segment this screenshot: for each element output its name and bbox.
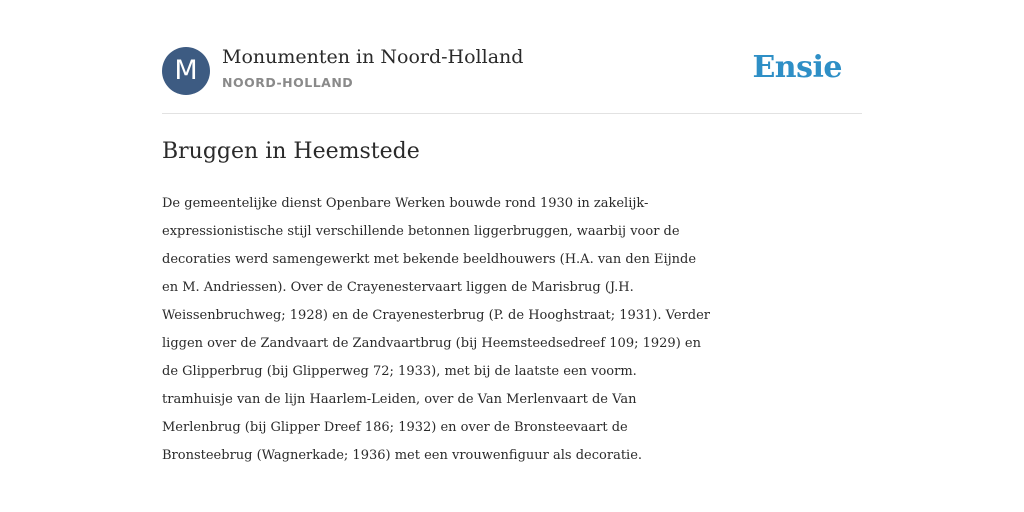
body-line: de Glipperbrug (bij Glipperweg 72; 1933), met bij de laatste een voorm. — [162, 364, 637, 379]
source-header — [162, 46, 862, 96]
body-line: decoraties werd samengewerkt met bekende beeldhouwers (H.A. van den Eijnde — [162, 252, 697, 267]
body-line: Merlenbrug (bij Glipper Dreef 186; 1932) en over de Bronsteevaart de — [162, 420, 628, 435]
source-subtitle: NOORD-HOLLAND — [222, 75, 354, 90]
source-title[interactable]: Monumenten in Noord-Holland — [222, 46, 524, 68]
article-body — [162, 190, 872, 470]
divider — [162, 113, 862, 114]
brand-logo[interactable]: Ensie — [752, 50, 842, 85]
avatar: M — [162, 47, 210, 95]
body-line: Weissenbruchweg; 1928) en de Crayenesterbrug (P. de Hooghstraat; 1931). Verder — [162, 308, 710, 323]
body-line: tramhuisje van de lijn Haarlem-Leiden, over de Van Merlenvaart de Van — [162, 392, 637, 407]
body-line: Bronsteebrug (Wagnerkade; 1936) met een vrouwenfiguur als decoratie. — [162, 448, 643, 463]
body-line: De gemeentelijke dienst Openbare Werken bouwde rond 1930 in zakelijk- — [162, 196, 649, 211]
body-line: en M. Andriessen). Over de Crayenestervaart liggen de Marisbrug (J.H. — [162, 280, 634, 295]
article-title: Bruggen in Heemstede — [162, 139, 420, 164]
body-line: expressionistische stijl verschillende betonnen liggerbruggen, waarbij voor de — [162, 224, 680, 239]
body-line: liggen over de Zandvaart de Zandvaartbrug (bij Heemsteedsedreef 109; 1929) en — [162, 336, 701, 351]
